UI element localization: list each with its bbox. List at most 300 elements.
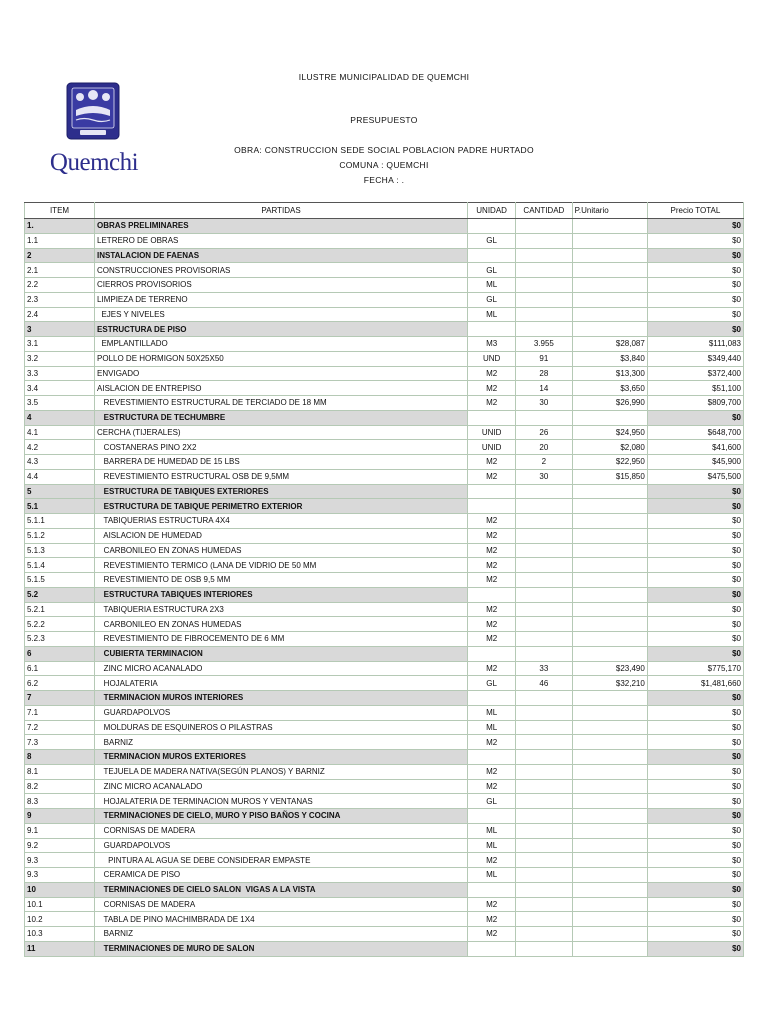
budget-table xyxy=(24,202,744,957)
cell-partida: POLLO DE HORMIGON 50X25X50 xyxy=(95,351,468,366)
cell-partida: BARNIZ xyxy=(95,927,468,942)
table-row xyxy=(25,440,744,455)
cell-punitario: $32,210 xyxy=(572,676,647,691)
cell-unidad: ML xyxy=(468,705,516,720)
cell-item: 2.1 xyxy=(25,263,95,278)
cell-total: $0 xyxy=(647,263,743,278)
table-row xyxy=(25,705,744,720)
cell-total: $475,500 xyxy=(647,469,743,484)
section-row xyxy=(25,691,744,706)
cell-total: $0 xyxy=(647,720,743,735)
cell-punitario: $15,850 xyxy=(572,469,647,484)
cell-punitario xyxy=(572,705,647,720)
cell-punitario xyxy=(572,764,647,779)
section-row xyxy=(25,219,744,234)
cell-cantidad xyxy=(516,528,572,543)
cell-unidad: ML xyxy=(468,307,516,322)
cell-cantidad xyxy=(516,897,572,912)
table-row xyxy=(25,661,744,676)
cell-item: 8.2 xyxy=(25,779,95,794)
cell-cantidad xyxy=(516,573,572,588)
table-row xyxy=(25,528,744,543)
cell-partida: CERCHA (TIJERALES) xyxy=(95,425,468,440)
cell-unidad xyxy=(468,809,516,824)
cell-punitario xyxy=(572,823,647,838)
cell-punitario xyxy=(572,233,647,248)
cell-total: $648,700 xyxy=(647,425,743,440)
cell-punitario xyxy=(572,499,647,514)
cell-punitario xyxy=(572,602,647,617)
section-row xyxy=(25,484,744,499)
table-row xyxy=(25,823,744,838)
cell-partida: HOJALATERIA xyxy=(95,676,468,691)
cell-unidad: M2 xyxy=(468,514,516,529)
cell-total: $1,481,660 xyxy=(647,676,743,691)
cell-item: 5 xyxy=(25,484,95,499)
section-row xyxy=(25,587,744,602)
cell-partida: TEJUELA DE MADERA NATIVA(SEGÚN PLANOS) Y BARNIZ xyxy=(95,764,468,779)
table-row xyxy=(25,396,744,411)
comuna-line: COMUNA : QUEMCHI xyxy=(339,160,429,170)
cell-item: 2.4 xyxy=(25,307,95,322)
cell-unidad: GL xyxy=(468,292,516,307)
cell-cantidad xyxy=(516,263,572,278)
cell-item: 5.1.1 xyxy=(25,514,95,529)
table-row xyxy=(25,897,744,912)
cell-item: 7.3 xyxy=(25,735,95,750)
cell-partida: TABIQUERIA ESTRUCTURA 2X3 xyxy=(95,602,468,617)
cell-partida: TERMINACION MUROS INTERIORES xyxy=(95,691,468,706)
cell-item: 4.2 xyxy=(25,440,95,455)
cell-cantidad: 91 xyxy=(516,351,572,366)
cell-item: 7.2 xyxy=(25,720,95,735)
cell-partida: REVESTIMIENTO ESTRUCTURAL OSB DE 9,5MM xyxy=(95,469,468,484)
cell-partida: REVESTIMIENTO DE OSB 9,5 MM xyxy=(95,573,468,588)
cell-partida: EMPLANTILLADO xyxy=(95,337,468,352)
cell-punitario xyxy=(572,410,647,425)
cell-punitario xyxy=(572,750,647,765)
cell-punitario xyxy=(572,587,647,602)
cell-punitario xyxy=(572,691,647,706)
cell-item: 8.3 xyxy=(25,794,95,809)
cell-punitario xyxy=(572,927,647,942)
cell-cantidad xyxy=(516,543,572,558)
cell-item: 2.3 xyxy=(25,292,95,307)
cell-unidad: M2 xyxy=(468,396,516,411)
cell-punitario xyxy=(572,897,647,912)
cell-cantidad xyxy=(516,912,572,927)
section-row xyxy=(25,750,744,765)
cell-item: 6 xyxy=(25,646,95,661)
table-row xyxy=(25,263,744,278)
header-punitario: P.Unitario xyxy=(572,203,647,219)
cell-cantidad xyxy=(516,794,572,809)
cell-item: 9.3 xyxy=(25,868,95,883)
cell-punitario xyxy=(572,248,647,263)
cell-item: 1. xyxy=(25,219,95,234)
cell-cantidad xyxy=(516,219,572,234)
cell-unidad xyxy=(468,484,516,499)
cell-total: $0 xyxy=(647,617,743,632)
cell-unidad xyxy=(468,646,516,661)
cell-item: 8.1 xyxy=(25,764,95,779)
table-row xyxy=(25,366,744,381)
cell-partida: EJES Y NIVELES xyxy=(95,307,468,322)
header-partidas: PARTIDAS xyxy=(95,203,468,219)
table-row xyxy=(25,278,744,293)
cell-cantidad xyxy=(516,484,572,499)
table-row xyxy=(25,337,744,352)
cell-punitario xyxy=(572,646,647,661)
section-row xyxy=(25,809,744,824)
cell-punitario xyxy=(572,528,647,543)
cell-partida: AISLACION DE ENTREPISO xyxy=(95,381,468,396)
cell-item: 5.1 xyxy=(25,499,95,514)
cell-cantidad xyxy=(516,691,572,706)
cell-item: 11 xyxy=(25,941,95,956)
cell-punitario xyxy=(572,484,647,499)
cell-partida: REVESTIMIENTO DE FIBROCEMENTO DE 6 MM xyxy=(95,632,468,647)
cell-cantidad: 33 xyxy=(516,661,572,676)
cell-total: $0 xyxy=(647,941,743,956)
cell-punitario xyxy=(572,779,647,794)
header-item: ITEM xyxy=(25,203,95,219)
cell-cantidad xyxy=(516,587,572,602)
table-row xyxy=(25,632,744,647)
cell-item: 9.1 xyxy=(25,823,95,838)
cell-total: $0 xyxy=(647,632,743,647)
cell-partida: ENVIGADO xyxy=(95,366,468,381)
cell-punitario xyxy=(572,853,647,868)
cell-item: 10 xyxy=(25,882,95,897)
cell-total: $775,170 xyxy=(647,661,743,676)
cell-item: 3.3 xyxy=(25,366,95,381)
cell-punitario xyxy=(572,558,647,573)
table-row xyxy=(25,469,744,484)
budget-table-body xyxy=(25,219,744,957)
cell-cantidad xyxy=(516,705,572,720)
cell-total: $0 xyxy=(647,838,743,853)
cell-cantidad xyxy=(516,838,572,853)
cell-cantidad xyxy=(516,248,572,263)
cell-unidad: M2 xyxy=(468,617,516,632)
cell-partida: CONSTRUCCIONES PROVISORIAS xyxy=(95,263,468,278)
cell-partida: ESTRUCTURA DE TABIQUE PERIMETRO EXTERIOR xyxy=(95,499,468,514)
cell-partida: TERMINACIONES DE CIELO SALON VIGAS A LA VISTA xyxy=(95,882,468,897)
table-row xyxy=(25,720,744,735)
cell-total: $0 xyxy=(647,882,743,897)
cell-item: 5.2.3 xyxy=(25,632,95,647)
cell-cantidad: 46 xyxy=(516,676,572,691)
cell-unidad: M2 xyxy=(468,528,516,543)
cell-cantidad xyxy=(516,278,572,293)
cell-punitario xyxy=(572,263,647,278)
cell-cantidad: 14 xyxy=(516,381,572,396)
cell-punitario xyxy=(572,632,647,647)
cell-unidad xyxy=(468,691,516,706)
cell-total: $0 xyxy=(647,897,743,912)
cell-unidad: ML xyxy=(468,838,516,853)
cell-partida: REVESTIMIENTO TERMICO (LANA DE VIDRIO DE 50 MM xyxy=(95,558,468,573)
cell-unidad xyxy=(468,499,516,514)
cell-punitario: $3,650 xyxy=(572,381,647,396)
cell-unidad xyxy=(468,219,516,234)
cell-cantidad xyxy=(516,750,572,765)
cell-punitario xyxy=(572,292,647,307)
cell-cantidad xyxy=(516,558,572,573)
cell-partida: TERMINACIONES DE MURO DE SALON xyxy=(95,941,468,956)
cell-cantidad: 2 xyxy=(516,455,572,470)
cell-item: 9.3 xyxy=(25,853,95,868)
cell-partida: OBRAS PRELIMINARES xyxy=(95,219,468,234)
cell-cantidad xyxy=(516,764,572,779)
cell-punitario xyxy=(572,809,647,824)
table-row xyxy=(25,307,744,322)
cell-unidad xyxy=(468,410,516,425)
cell-item: 5.2 xyxy=(25,587,95,602)
table-row xyxy=(25,381,744,396)
document-title: ILUSTRE MUNICIPALIDAD DE QUEMCHI xyxy=(298,72,470,82)
cell-cantidad xyxy=(516,941,572,956)
cell-item: 4.3 xyxy=(25,455,95,470)
cell-item: 9 xyxy=(25,809,95,824)
table-row xyxy=(25,543,744,558)
cell-unidad: ML xyxy=(468,868,516,883)
cell-punitario xyxy=(572,882,647,897)
cell-unidad: ML xyxy=(468,278,516,293)
cell-unidad xyxy=(468,322,516,337)
cell-total: $0 xyxy=(647,528,743,543)
cell-punitario xyxy=(572,573,647,588)
cell-unidad: M2 xyxy=(468,779,516,794)
table-row xyxy=(25,676,744,691)
cell-cantidad xyxy=(516,927,572,942)
cell-item: 3.4 xyxy=(25,381,95,396)
cell-total: $0 xyxy=(647,750,743,765)
cell-item: 8 xyxy=(25,750,95,765)
cell-total: $41,600 xyxy=(647,440,743,455)
coat-of-arms-icon xyxy=(66,82,120,140)
header-total: Precio TOTAL xyxy=(647,203,743,219)
cell-unidad: M2 xyxy=(468,381,516,396)
cell-partida: HOJALATERIA DE TERMINACION MUROS Y VENTANAS xyxy=(95,794,468,809)
cell-punitario xyxy=(572,617,647,632)
cell-partida: GUARDAPOLVOS xyxy=(95,705,468,720)
cell-item: 3 xyxy=(25,322,95,337)
cell-unidad: M2 xyxy=(468,661,516,676)
cell-unidad: UND xyxy=(468,351,516,366)
cell-punitario xyxy=(572,735,647,750)
cell-total: $0 xyxy=(647,779,743,794)
cell-punitario: $26,990 xyxy=(572,396,647,411)
cell-total: $0 xyxy=(647,912,743,927)
cell-cantidad xyxy=(516,853,572,868)
cell-total: $0 xyxy=(647,514,743,529)
cell-item: 9.2 xyxy=(25,838,95,853)
cell-partida: BARRERA DE HUMEDAD DE 15 LBS xyxy=(95,455,468,470)
cell-punitario xyxy=(572,794,647,809)
cell-total: $0 xyxy=(647,764,743,779)
cell-cantidad: 30 xyxy=(516,469,572,484)
cell-cantidad: 28 xyxy=(516,366,572,381)
cell-partida: ZINC MICRO ACANALADO xyxy=(95,779,468,794)
cell-item: 3.1 xyxy=(25,337,95,352)
cell-total: $0 xyxy=(647,823,743,838)
cell-item: 5.1.5 xyxy=(25,573,95,588)
cell-punitario: $13,300 xyxy=(572,366,647,381)
table-row xyxy=(25,868,744,883)
cell-item: 2.2 xyxy=(25,278,95,293)
cell-punitario xyxy=(572,514,647,529)
cell-total: $0 xyxy=(647,410,743,425)
cell-cantidad xyxy=(516,868,572,883)
cell-total: $111,083 xyxy=(647,337,743,352)
logo-wordmark: Quemchi xyxy=(49,149,139,176)
cell-partida: PINTURA AL AGUA SE DEBE CONSIDERAR EMPASTE xyxy=(95,853,468,868)
cell-punitario xyxy=(572,838,647,853)
cell-item: 1.1 xyxy=(25,233,95,248)
header-cantidad: CANTIDAD xyxy=(516,203,572,219)
cell-unidad xyxy=(468,750,516,765)
cell-unidad: M2 xyxy=(468,573,516,588)
cell-cantidad: 30 xyxy=(516,396,572,411)
cell-partida: CUBIERTA TERMINACION xyxy=(95,646,468,661)
cell-partida: COSTANERAS PINO 2X2 xyxy=(95,440,468,455)
section-row xyxy=(25,248,744,263)
cell-punitario: $22,950 xyxy=(572,455,647,470)
cell-unidad: GL xyxy=(468,263,516,278)
table-row xyxy=(25,794,744,809)
cell-total: $0 xyxy=(647,558,743,573)
cell-item: 3.2 xyxy=(25,351,95,366)
cell-unidad: UNID xyxy=(468,425,516,440)
section-row xyxy=(25,882,744,897)
cell-punitario: $28,087 xyxy=(572,337,647,352)
cell-total: $0 xyxy=(647,646,743,661)
cell-cantidad xyxy=(516,233,572,248)
cell-cantidad xyxy=(516,735,572,750)
table-row xyxy=(25,351,744,366)
cell-item: 4.4 xyxy=(25,469,95,484)
cell-unidad: M2 xyxy=(468,366,516,381)
cell-unidad xyxy=(468,587,516,602)
cell-partida: BARNIZ xyxy=(95,735,468,750)
cell-total: $0 xyxy=(647,868,743,883)
cell-cantidad xyxy=(516,823,572,838)
cell-punitario: $24,950 xyxy=(572,425,647,440)
cell-partida: CARBONILEO EN ZONAS HUMEDAS xyxy=(95,617,468,632)
cell-total: $45,900 xyxy=(647,455,743,470)
cell-unidad: GL xyxy=(468,676,516,691)
cell-total: $0 xyxy=(647,322,743,337)
cell-unidad: ML xyxy=(468,720,516,735)
cell-partida: TERMINACIONES DE CIELO, MURO Y PISO BAÑOS Y COCINA xyxy=(95,809,468,824)
cell-partida: GUARDAPOLVOS xyxy=(95,838,468,853)
fecha-line: FECHA : . xyxy=(363,175,405,185)
cell-item: 5.2.1 xyxy=(25,602,95,617)
cell-cantidad: 3.955 xyxy=(516,337,572,352)
table-row xyxy=(25,912,744,927)
section-row xyxy=(25,410,744,425)
cell-partida: CIERROS PROVISORIOS xyxy=(95,278,468,293)
cell-item: 5.1.4 xyxy=(25,558,95,573)
cell-total: $372,400 xyxy=(647,366,743,381)
table-row xyxy=(25,558,744,573)
cell-total: $0 xyxy=(647,809,743,824)
cell-partida: MOLDURAS DE ESQUINEROS O PILASTRAS xyxy=(95,720,468,735)
table-row xyxy=(25,927,744,942)
cell-punitario xyxy=(572,219,647,234)
cell-item: 10.3 xyxy=(25,927,95,942)
cell-unidad: M2 xyxy=(468,558,516,573)
cell-unidad: M2 xyxy=(468,469,516,484)
cell-unidad: M2 xyxy=(468,602,516,617)
cell-item: 2 xyxy=(25,248,95,263)
cell-total: $0 xyxy=(647,691,743,706)
cell-partida: AISLACION DE HUMEDAD xyxy=(95,528,468,543)
cell-item: 7 xyxy=(25,691,95,706)
cell-total: $51,100 xyxy=(647,381,743,396)
cell-cantidad xyxy=(516,809,572,824)
cell-partida: CORNISAS DE MADERA xyxy=(95,897,468,912)
cell-total: $0 xyxy=(647,602,743,617)
table-row xyxy=(25,233,744,248)
cell-unidad: M2 xyxy=(468,735,516,750)
cell-total: $349,440 xyxy=(647,351,743,366)
section-row xyxy=(25,646,744,661)
cell-punitario xyxy=(572,278,647,293)
cell-partida: LIMPIEZA DE TERRENO xyxy=(95,292,468,307)
section-row xyxy=(25,941,744,956)
cell-unidad: UNID xyxy=(468,440,516,455)
cell-punitario xyxy=(572,322,647,337)
cell-total: $0 xyxy=(647,927,743,942)
cell-partida: REVESTIMIENTO ESTRUCTURAL DE TERCIADO DE 18 MM xyxy=(95,396,468,411)
cell-total: $0 xyxy=(647,307,743,322)
cell-total: $0 xyxy=(647,233,743,248)
cell-partida: CARBONILEO EN ZONAS HUMEDAS xyxy=(95,543,468,558)
cell-cantidad: 20 xyxy=(516,440,572,455)
table-row xyxy=(25,764,744,779)
table-row xyxy=(25,455,744,470)
table-row xyxy=(25,292,744,307)
cell-unidad: M2 xyxy=(468,897,516,912)
cell-unidad: ML xyxy=(468,823,516,838)
cell-total: $0 xyxy=(647,705,743,720)
cell-partida: INSTALACION DE FAENAS xyxy=(95,248,468,263)
obra-line: OBRA: CONSTRUCCION SEDE SOCIAL POBLACION PADRE HURTADO xyxy=(234,145,534,155)
cell-unidad: M2 xyxy=(468,455,516,470)
table-row xyxy=(25,573,744,588)
cell-total: $809,700 xyxy=(647,396,743,411)
cell-item: 5.2.2 xyxy=(25,617,95,632)
table-row xyxy=(25,602,744,617)
cell-cantidad xyxy=(516,646,572,661)
cell-unidad: GL xyxy=(468,794,516,809)
cell-item: 10.1 xyxy=(25,897,95,912)
cell-punitario: $3,840 xyxy=(572,351,647,366)
cell-cantidad xyxy=(516,632,572,647)
table-row xyxy=(25,779,744,794)
cell-unidad: M2 xyxy=(468,632,516,647)
cell-total: $0 xyxy=(647,735,743,750)
cell-total: $0 xyxy=(647,499,743,514)
cell-unidad: M3 xyxy=(468,337,516,352)
cell-cantidad xyxy=(516,882,572,897)
cell-cantidad xyxy=(516,322,572,337)
cell-partida: ESTRUCTURA DE TECHUMBRE xyxy=(95,410,468,425)
section-row xyxy=(25,499,744,514)
